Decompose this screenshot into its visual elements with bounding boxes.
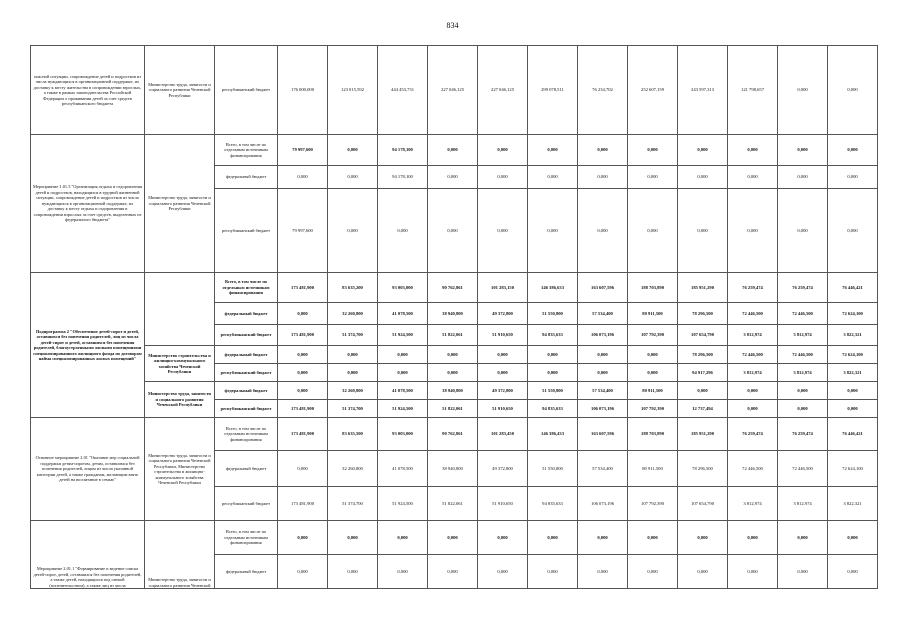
value-cell: 41 078,500 <box>378 382 428 400</box>
value-cell: 188 703,890 <box>628 418 678 451</box>
value-cell: 3 812,974 <box>778 325 828 346</box>
value-cell: 0,000 <box>528 364 578 382</box>
value-cell: 107 654,790 <box>678 325 728 346</box>
funding-source: республиканский бюджет <box>215 46 278 135</box>
value-cell: 32 260,800 <box>328 303 378 325</box>
value-cell: 0,000 <box>428 521 478 555</box>
value-cell: 51 924,500 <box>378 325 428 346</box>
value-cell: 0,000 <box>328 364 378 382</box>
value-cell: 90 762,861 <box>428 273 478 303</box>
value-cell: 41 078,500 <box>378 303 428 325</box>
value-cell: 188 703,890 <box>628 273 678 303</box>
funding-source: федеральный бюджет <box>215 166 278 189</box>
value-cell: 0,000 <box>678 521 728 555</box>
table-row <box>31 46 878 135</box>
value-cell: 0,000 <box>778 382 828 400</box>
value-cell: 94 917,296 <box>678 364 728 382</box>
value-cell: 107 792,390 <box>628 487 678 521</box>
value-cell: 0,000 <box>428 346 478 364</box>
value-cell: 227 046,125 <box>478 46 528 135</box>
value-cell: 0,000 <box>478 346 528 364</box>
funding-source: республиканский бюджет <box>215 400 278 418</box>
value-cell: 78 296,500 <box>678 346 728 364</box>
value-cell: 101 283,450 <box>478 418 528 451</box>
funding-source: Всего, в том числе по отдельным источникам финансирования <box>215 273 278 303</box>
value-cell: 72 446,500 <box>728 451 778 487</box>
value-cell: 93 003,000 <box>378 418 428 451</box>
value-cell: 0,000 <box>828 555 878 589</box>
value-cell: 12 737,494 <box>678 400 728 418</box>
table-row <box>31 521 878 555</box>
value-cell: 0,000 <box>778 189 828 273</box>
value-cell: 51 822,061 <box>428 400 478 418</box>
value-cell: 0,000 <box>528 189 578 273</box>
funding-source: федеральный бюджет <box>215 555 278 589</box>
value-cell: 106 073,196 <box>578 400 628 418</box>
value-cell: 185 951,290 <box>678 273 728 303</box>
value-cell: 0,000 <box>778 166 828 189</box>
value-cell: 3 812,974 <box>778 364 828 382</box>
value-cell: 0,000 <box>328 135 378 166</box>
value-cell: 173 481,900 <box>278 273 328 303</box>
value-cell: 51 374,700 <box>328 487 378 521</box>
value-cell: 101 283,150 <box>478 273 528 303</box>
value-cell: 0,000 <box>728 189 778 273</box>
value-cell: 0,000 <box>278 555 328 589</box>
value-cell: 51 910,650 <box>478 487 528 521</box>
value-cell: 57 534,400 <box>578 382 628 400</box>
value-cell: 80 911,500 <box>628 382 678 400</box>
value-cell: 0,000 <box>728 382 778 400</box>
value-cell: 41 078,500 <box>378 451 428 487</box>
value-cell: 57 534,400 <box>578 303 628 325</box>
value-cell: 0,000 <box>578 135 628 166</box>
value-cell: 185 951,290 <box>678 418 728 451</box>
value-cell: 51 924,500 <box>378 487 428 521</box>
value-cell: 0,000 <box>578 555 628 589</box>
value-cell: 106 073,196 <box>578 325 628 346</box>
value-cell: 0,000 <box>378 521 428 555</box>
value-cell: 0,000 <box>328 189 378 273</box>
value-cell: 3 822,321 <box>828 364 878 382</box>
value-cell: 72 446,500 <box>778 451 828 487</box>
value-cell: 0,000 <box>278 303 328 325</box>
responsible-executor: Министерство труда, занятости и социального развития Чеченской Республики, Министерство строительства и жилищно-коммунального хозяйства Чеченской Республики <box>145 418 215 521</box>
funding-source: федеральный бюджет <box>215 382 278 400</box>
funding-source: республиканский бюджет <box>215 487 278 521</box>
value-cell: 51 910,650 <box>478 400 528 418</box>
value-cell: 3 812,974 <box>728 364 778 382</box>
value-cell: 80 911,500 <box>628 303 678 325</box>
value-cell: 0,000 <box>828 400 878 418</box>
value-cell: 0,000 <box>728 166 778 189</box>
funding-source: республиканский бюджет <box>215 189 278 273</box>
value-cell: 146 386,433 <box>528 418 578 451</box>
value-cell: 0,000 <box>378 555 428 589</box>
value-cell: 0,000 <box>728 400 778 418</box>
value-cell: 72 624,100 <box>828 346 878 364</box>
value-cell: 173 481,900 <box>278 400 328 418</box>
value-cell: 0,000 <box>828 166 878 189</box>
value-cell: 0,000 <box>478 364 528 382</box>
value-cell: 76 259,474 <box>728 273 778 303</box>
value-cell: 0,000 <box>528 346 578 364</box>
value-cell: 76 446,421 <box>828 418 878 451</box>
value-cell: 0,000 <box>728 521 778 555</box>
value-cell: 0,000 <box>328 555 378 589</box>
value-cell: 0,000 <box>578 346 628 364</box>
value-cell: 51 550,800 <box>528 382 578 400</box>
value-cell: 49 372,800 <box>478 382 528 400</box>
value-cell: 79 997,600 <box>278 189 328 273</box>
value-cell: 0,000 <box>628 166 678 189</box>
value-cell: 0,000 <box>478 555 528 589</box>
responsible-executor <box>145 273 215 346</box>
value-cell: 93 003,000 <box>378 273 428 303</box>
value-cell: 123 015,592 <box>328 46 378 135</box>
value-cell: 0,000 <box>578 364 628 382</box>
value-cell: 3 812,974 <box>728 487 778 521</box>
value-cell: 121 798,657 <box>728 46 778 135</box>
value-cell: 94 835,633 <box>528 325 578 346</box>
value-cell: 32 260,800 <box>328 382 378 400</box>
value-cell: 38 940,800 <box>428 303 478 325</box>
value-cell: 0,000 <box>678 382 728 400</box>
value-cell: 49 372,800 <box>478 451 528 487</box>
value-cell: 83 635,500 <box>328 418 378 451</box>
subprogram-name: Подпрограмма 2 "Обеспечение детей-сирот и детей, оставшихся без попечения родителей, лиц из числа детей-сирот и детей, оставшихся без попечения родителей, благоустроенными жилыми помещениями специализированного жилищного фонда по договорам найма специализированных жилых помещений" <box>31 273 145 418</box>
value-cell: 0,000 <box>478 189 528 273</box>
value-cell: 0,000 <box>828 46 878 135</box>
value-cell: 38 940,800 <box>428 382 478 400</box>
value-cell: 163 607,596 <box>578 273 628 303</box>
value-cell: 94 178,100 <box>378 135 428 166</box>
value-cell: 51 822,061 <box>428 487 478 521</box>
value-cell: 72 624,100 <box>828 451 878 487</box>
value-cell: 72 446,500 <box>778 303 828 325</box>
value-cell: 0,000 <box>328 521 378 555</box>
value-cell: 0,000 <box>378 189 428 273</box>
value-cell: 0,000 <box>628 135 678 166</box>
value-cell: 57 534,400 <box>578 451 628 487</box>
value-cell: 0,000 <box>678 555 728 589</box>
value-cell: 72 624,100 <box>828 303 878 325</box>
responsible-executor: Министерство труда, занятости и социального развития Чеченской Республики <box>145 382 215 418</box>
value-cell: 0,000 <box>778 135 828 166</box>
value-cell: 0,000 <box>278 382 328 400</box>
value-cell: 78 296,500 <box>678 451 728 487</box>
value-cell: 3 822,321 <box>828 487 878 521</box>
responsible-executor: Министерство строительства и жилищно-коммунального хозяйства Чеченской Республики <box>145 346 215 382</box>
value-cell: 72 446,500 <box>728 346 778 364</box>
value-cell: 0,000 <box>828 521 878 555</box>
value-cell: 51 550,800 <box>528 451 578 487</box>
value-cell: 72 446,500 <box>728 303 778 325</box>
value-cell: 146 386,633 <box>528 273 578 303</box>
value-cell: 173 481,900 <box>278 325 328 346</box>
value-cell: 76 259,474 <box>728 418 778 451</box>
value-cell: 173 481,900 <box>278 487 328 521</box>
value-cell: 243 597,313 <box>678 46 728 135</box>
value-cell: 0,000 <box>828 135 878 166</box>
table-row <box>31 273 878 303</box>
value-cell: 76 259,474 <box>778 273 828 303</box>
value-cell: 0,000 <box>628 364 678 382</box>
event-name: Мероприятие 2.01.1 "Формирование и ведение списка детей-сирот, детей, оставшихся без попечения родителей, а также детей, находящихся под опекой (попечительством), а также лиц из числа <box>31 521 145 589</box>
value-cell: 0,000 <box>628 521 678 555</box>
funding-source: федеральный бюджет <box>215 303 278 325</box>
value-cell: 3 812,974 <box>728 325 778 346</box>
value-cell: 0,000 <box>528 166 578 189</box>
value-cell: 0,000 <box>728 555 778 589</box>
value-cell: 0,000 <box>678 166 728 189</box>
responsible-executor: Министерство труда, занятости и социального развития Чеченской Республики <box>145 135 215 273</box>
value-cell: 227 046,125 <box>428 46 478 135</box>
value-cell: 78 296,500 <box>678 303 728 325</box>
value-cell: 0,000 <box>278 451 328 487</box>
value-cell: 76 234,702 <box>578 46 628 135</box>
value-cell: 0,000 <box>678 189 728 273</box>
responsible-executor: Министерство труда, занятости и социального развития Чеченской <box>145 521 215 589</box>
value-cell: 51 910,650 <box>478 325 528 346</box>
value-cell: 80 911,500 <box>628 451 678 487</box>
table-row <box>31 135 878 166</box>
value-cell: 0,000 <box>528 521 578 555</box>
value-cell: 106 073,196 <box>578 487 628 521</box>
value-cell: 49 372,800 <box>478 303 528 325</box>
event-name: Мероприятие 1.01.5 "Организация отдыха и оздоровления детей и подростков, находящихся в трудной жизненной ситуации, сопровождение детей и подростков из числа нуждающихся в организационной поддержке, их доставку к месту отдыха и оздоровления в сопровождении взрослых за счет средств, выделенных из федерального бюджета" <box>31 135 145 273</box>
value-cell: 0,000 <box>278 166 328 189</box>
funding-source: федеральный бюджет <box>215 451 278 487</box>
funding-source: федеральный бюджет <box>215 346 278 364</box>
value-cell: 0,000 <box>278 521 328 555</box>
responsible-executor: Министерство труда, занятости и социального развития Чеченской Республики <box>145 46 215 135</box>
table-row <box>31 382 878 400</box>
page-number: 834 <box>446 21 459 30</box>
value-cell: 0,000 <box>678 135 728 166</box>
table-body <box>31 46 878 589</box>
value-cell: 0,000 <box>528 555 578 589</box>
value-cell: 0,000 <box>328 166 378 189</box>
funding-source: Всего, в том числе по отдельным источникам финансирования <box>215 418 278 451</box>
value-cell: 51 822,061 <box>428 325 478 346</box>
value-cell: 0,000 <box>478 521 528 555</box>
value-cell: 0,000 <box>828 382 878 400</box>
value-cell: 90 762,861 <box>428 418 478 451</box>
value-cell: 0,000 <box>328 346 378 364</box>
value-cell: 0,000 <box>628 189 678 273</box>
value-cell: 444 453,731 <box>378 46 428 135</box>
budget-table <box>30 45 878 589</box>
value-cell: 0,000 <box>428 555 478 589</box>
value-cell: 0,000 <box>428 166 478 189</box>
value-cell: 0,000 <box>478 166 528 189</box>
value-cell: 0,000 <box>828 189 878 273</box>
value-cell: 0,000 <box>278 364 328 382</box>
funding-source: республиканский бюджет <box>215 364 278 382</box>
value-cell: 3 812,974 <box>778 487 828 521</box>
event-name: Основное мероприятие 2.01 "Оказание мер социальной поддержки детям-сиротам, детям, оставшимся без попечения родителей, лицам из числа указанной категории детей, а также гражданам, желающим взять детей на воспитание в семью" <box>31 418 145 521</box>
value-cell: 0,000 <box>578 521 628 555</box>
value-cell: 3 822,321 <box>828 325 878 346</box>
value-cell: 76 259,474 <box>778 418 828 451</box>
value-cell: 0,000 <box>428 135 478 166</box>
table-row <box>31 418 878 451</box>
value-cell: 107 792,390 <box>628 400 678 418</box>
value-cell: 163 607,596 <box>578 418 628 451</box>
value-cell: 83 635,200 <box>328 273 378 303</box>
value-cell: 0,000 <box>578 189 628 273</box>
value-cell: 38 940,800 <box>428 451 478 487</box>
value-cell: 72 446,500 <box>778 346 828 364</box>
value-cell: 107 792,390 <box>628 325 678 346</box>
value-cell: 0,000 <box>378 346 428 364</box>
value-cell: 0,000 <box>728 135 778 166</box>
value-cell: 32 260,800 <box>328 451 378 487</box>
value-cell: 51 374,700 <box>328 400 378 418</box>
value-cell: 51 924,500 <box>378 400 428 418</box>
value-cell: 0,000 <box>528 135 578 166</box>
value-cell: 0,000 <box>778 521 828 555</box>
value-cell: 94 178,100 <box>378 166 428 189</box>
funding-source: Всего, в том числе по отдельным источникам финансирования <box>215 521 278 555</box>
value-cell: 0,000 <box>778 400 828 418</box>
value-cell: 76 446,421 <box>828 273 878 303</box>
value-cell: 0,000 <box>428 364 478 382</box>
value-cell: 94 835,633 <box>528 487 578 521</box>
value-cell: 51 550,800 <box>528 303 578 325</box>
value-cell: 107 654,790 <box>678 487 728 521</box>
value-cell: 252 607,159 <box>628 46 678 135</box>
value-cell: 79 997,600 <box>278 135 328 166</box>
value-cell: 94 835,633 <box>528 400 578 418</box>
funding-source: Всего, в том числе по отдельным источникам финансирования <box>215 135 278 166</box>
value-cell: 0,000 <box>278 346 328 364</box>
table-row <box>31 346 878 364</box>
funding-source: республиканский бюджет <box>215 325 278 346</box>
value-cell: 299 078,511 <box>528 46 578 135</box>
value-cell: 0,000 <box>628 555 678 589</box>
value-cell: 0,000 <box>778 555 828 589</box>
value-cell: 0,000 <box>478 135 528 166</box>
value-cell: 0,000 <box>778 46 828 135</box>
value-cell: 0,000 <box>578 166 628 189</box>
event-name: опасной ситуации, сопровождение детей и подростков из числа нуждающихся в организационной поддержке, их доставку к месту жительства в сопровождении взрослых, а также в рамках законодательства Российской Федерации о проживании детей за счет средств республиканского бюджета <box>31 46 145 135</box>
value-cell: 0,000 <box>428 189 478 273</box>
value-cell: 176 000,000 <box>278 46 328 135</box>
value-cell: 0,000 <box>378 364 428 382</box>
value-cell: 0,000 <box>628 346 678 364</box>
value-cell: 173 481,900 <box>278 418 328 451</box>
value-cell: 51 374,700 <box>328 325 378 346</box>
